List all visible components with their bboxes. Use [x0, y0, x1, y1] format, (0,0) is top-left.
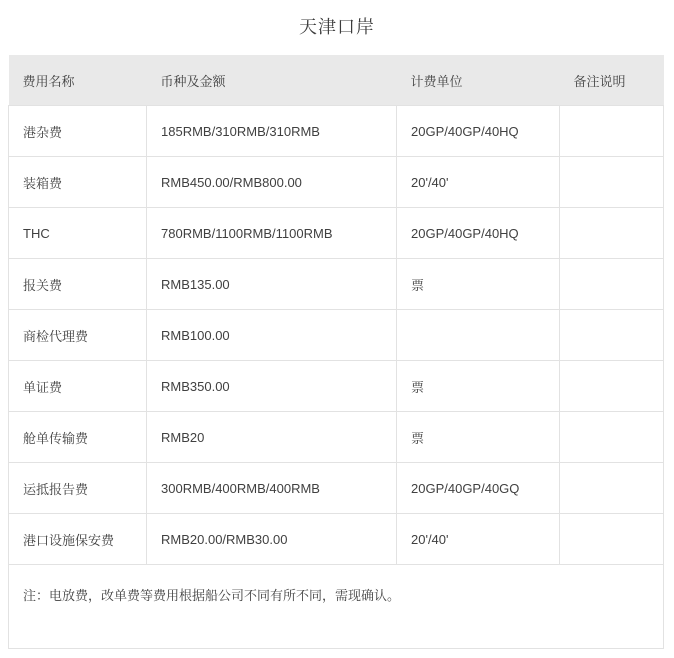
- remark-cell: [560, 157, 664, 208]
- fee-name-cell: 装箱费: [9, 157, 147, 208]
- unit-cell: 20'/40': [397, 157, 560, 208]
- table-row: [9, 259, 664, 310]
- amount-cell: RMB100.00: [147, 310, 397, 361]
- fee-name-cell: THC: [9, 208, 147, 259]
- amount-cell: 780RMB/1100RMB/1100RMB: [147, 208, 397, 259]
- unit-cell: 票: [397, 412, 560, 463]
- column-header-remark: 备注说明: [560, 55, 664, 106]
- column-header-amount: 币种及金额: [147, 55, 397, 106]
- amount-cell: 300RMB/400RMB/400RMB: [147, 463, 397, 514]
- unit-cell: 20'/40': [397, 514, 560, 565]
- remark-cell: [560, 514, 664, 565]
- fee-name-cell: 运抵报告费: [9, 463, 147, 514]
- table-row: [9, 106, 664, 157]
- table-footnote: 注：电放费，改单费等费用根据船公司不同有所不同，需现确认。: [9, 565, 664, 649]
- table-row: [9, 310, 664, 361]
- fee-name-cell: 港杂费: [9, 106, 147, 157]
- table-row: [9, 208, 664, 259]
- remark-cell: [560, 259, 664, 310]
- amount-cell: RMB135.00: [147, 259, 397, 310]
- amount-cell: RMB20: [147, 412, 397, 463]
- fee-name-cell: 报关费: [9, 259, 147, 310]
- fee-table: [8, 55, 664, 649]
- table-row: [9, 412, 664, 463]
- remark-cell: [560, 361, 664, 412]
- remark-cell: [560, 106, 664, 157]
- table-row: [9, 514, 664, 565]
- fee-name-cell: 港口设施保安费: [9, 514, 147, 565]
- table-row: [9, 463, 664, 514]
- note-row: [9, 565, 664, 649]
- unit-cell: 20GP/40GP/40GQ: [397, 463, 560, 514]
- remark-cell: [560, 412, 664, 463]
- remark-cell: [560, 208, 664, 259]
- table-row: [9, 361, 664, 412]
- unit-cell: 20GP/40GP/40HQ: [397, 208, 560, 259]
- amount-cell: 185RMB/310RMB/310RMB: [147, 106, 397, 157]
- unit-cell: [397, 310, 560, 361]
- page-title: 天津口岸: [299, 17, 375, 37]
- unit-cell: 票: [397, 361, 560, 412]
- fee-name-cell: 舱单传输费: [9, 412, 147, 463]
- remark-cell: [560, 463, 664, 514]
- amount-cell: RMB350.00: [147, 361, 397, 412]
- amount-cell: RMB20.00/RMB30.00: [147, 514, 397, 565]
- unit-cell: 票: [397, 259, 560, 310]
- unit-cell: 20GP/40GP/40HQ: [397, 106, 560, 157]
- table-header-row: [9, 55, 664, 106]
- fee-name-cell: 单证费: [9, 361, 147, 412]
- remark-cell: [560, 310, 664, 361]
- column-header-unit: 计费单位: [397, 55, 560, 106]
- amount-cell: RMB450.00/RMB800.00: [147, 157, 397, 208]
- fee-name-cell: 商检代理费: [9, 310, 147, 361]
- column-header-fee-name: 费用名称: [9, 55, 147, 106]
- table-row: [9, 157, 664, 208]
